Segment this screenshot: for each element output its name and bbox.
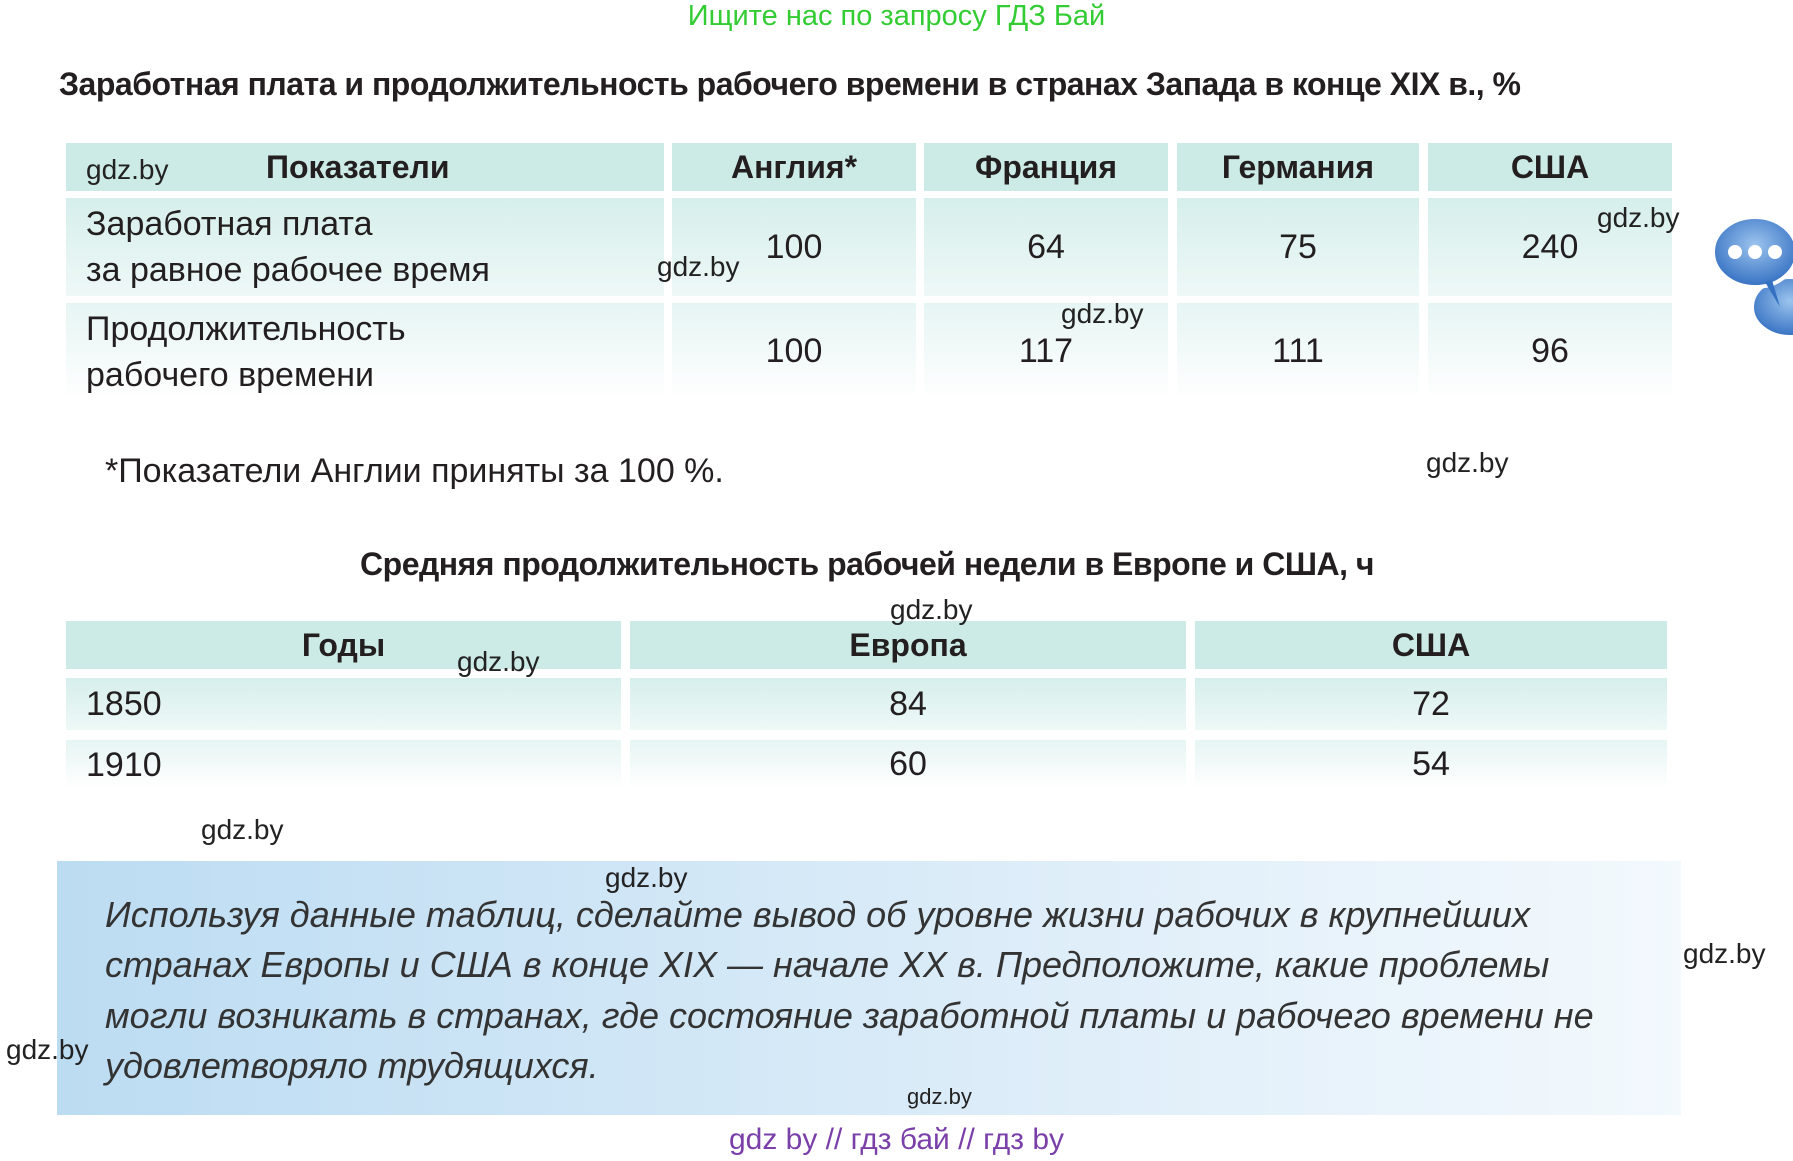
watermark: gdz.by xyxy=(907,1084,972,1109)
header-germany: Германия xyxy=(1177,143,1419,191)
task-line: странах Европы и США в конце XIX — начале XX в. Предположите, какие проблемы xyxy=(105,944,1550,985)
header-france: Франция xyxy=(924,143,1168,191)
label-line: Заработная плата xyxy=(86,205,373,243)
banner: Ищите нас по запросу ГДЗ Бай xyxy=(687,0,1106,32)
watermark: gdz.by xyxy=(1061,298,1144,329)
cell: 54 xyxy=(1195,740,1667,789)
task-line: Используя данные таблиц, сделайте вывод об уровне жизни рабочих в крупнейших xyxy=(105,894,1530,935)
row-label xyxy=(66,198,664,296)
watermark: gdz.by xyxy=(6,1034,89,1065)
cell: 111 xyxy=(1177,303,1419,400)
cell: 72 xyxy=(1195,678,1667,730)
row-label xyxy=(66,303,664,400)
watermark: gdz.by xyxy=(1597,202,1680,233)
cell: 60 xyxy=(630,740,1186,789)
header-england: Англия* xyxy=(672,143,916,191)
cell: 117 xyxy=(924,303,1168,400)
table1-title: Заработная плата и продолжительность рабочего времени в странах Запада в конце XIX в., % xyxy=(59,66,1521,102)
watermark: gdz.by xyxy=(605,862,688,893)
header-usa: США xyxy=(1428,143,1672,191)
watermark: gdz.by xyxy=(201,814,284,845)
cell-year: 1910 xyxy=(66,740,621,789)
header-europe: Европа xyxy=(630,621,1186,669)
header-usa: США xyxy=(1195,621,1667,669)
watermark: gdz.by xyxy=(657,251,740,282)
cell: 240 xyxy=(1428,198,1672,296)
task-line: удовлетворяло трудящихся. xyxy=(105,1045,599,1086)
watermark: gdz.by xyxy=(1683,938,1766,969)
footnote: *Показатели Англии приняты за 100 %. xyxy=(105,452,724,490)
label-line: рабочего времени xyxy=(86,355,375,394)
watermark: gdz.by xyxy=(1426,447,1509,478)
header-indicators: Показатели xyxy=(66,143,664,191)
watermark: gdz.by xyxy=(86,154,169,185)
cell: 100 xyxy=(672,303,916,400)
watermark: gdz.by xyxy=(457,646,540,677)
label-line: Продолжительность xyxy=(86,309,406,348)
cell: 96 xyxy=(1428,303,1672,400)
task-line: могли возникать в странах, где состояние заработной платы и рабочего времени не xyxy=(105,995,1594,1036)
table2-title: Средняя продолжительность рабочей недели в Европе и США, ч xyxy=(360,546,1374,582)
cell: 64 xyxy=(924,198,1168,296)
cell: 100 xyxy=(672,198,916,296)
cell: 75 xyxy=(1177,198,1419,296)
header-years: Годы xyxy=(66,621,621,669)
cell-year: 1850 xyxy=(66,678,621,730)
footer: gdz by // гдз бай // гдз by xyxy=(728,1123,1065,1156)
chat-bubbles-icon xyxy=(1710,212,1793,337)
watermark: gdz.by xyxy=(890,594,973,625)
label-line: за равное рабочее время xyxy=(86,251,490,289)
cell: 84 xyxy=(630,678,1186,730)
